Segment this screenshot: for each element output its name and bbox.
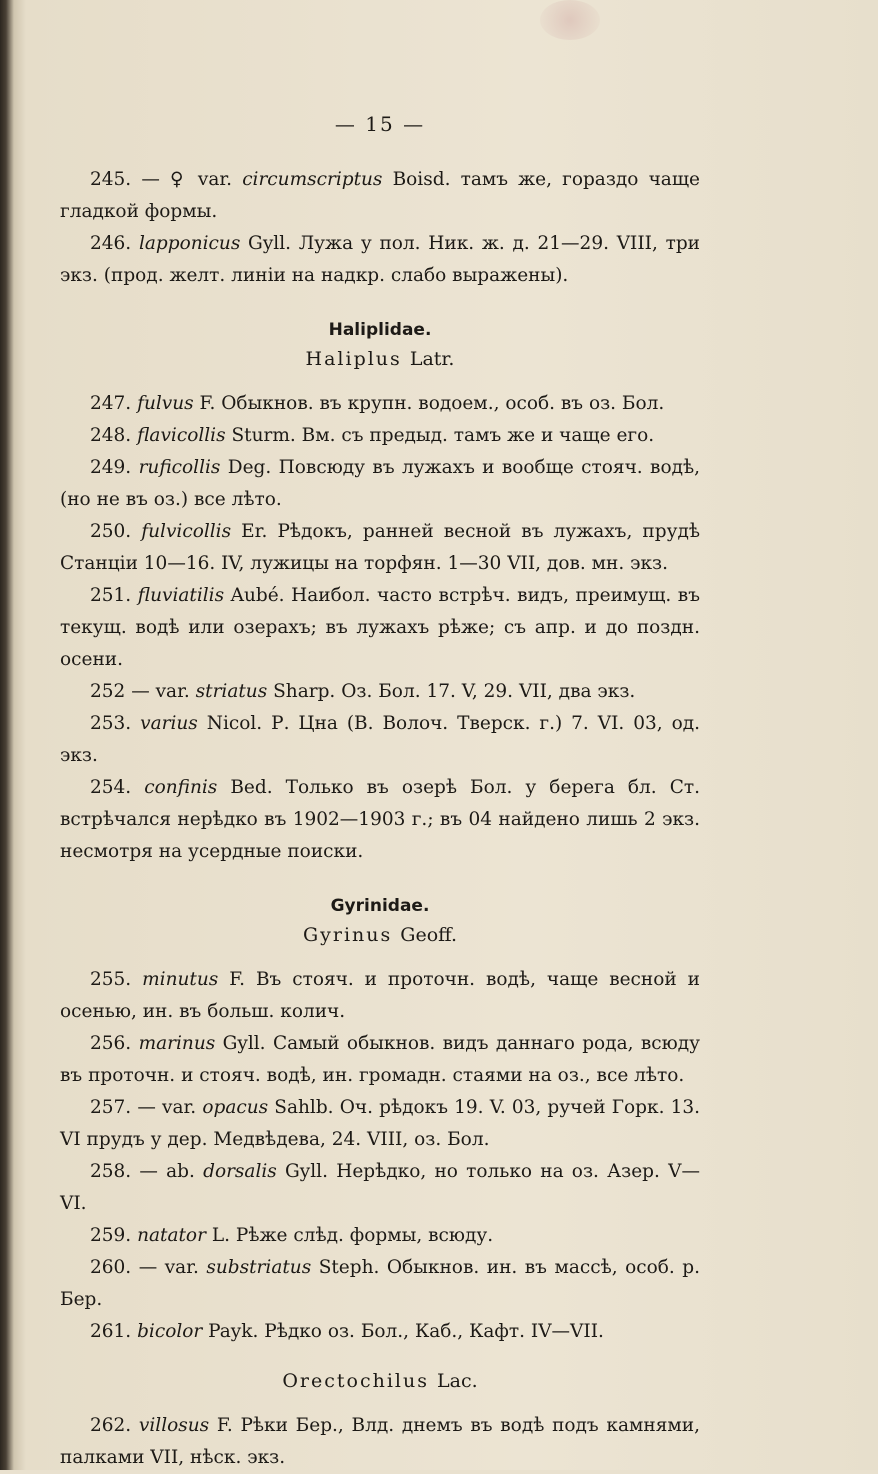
entry-prefix: — ♀ var. <box>141 169 233 190</box>
species-entry <box>60 420 700 452</box>
entry-text: Рѣки Бер., Влд. днемъ въ водѣ подъ камнями, палками VII, нѣск. экз. <box>60 1415 700 1468</box>
entry-prefix: — var. <box>138 1257 199 1278</box>
genus-author: Latr. <box>409 348 455 370</box>
species-name: ruficollis <box>138 457 221 478</box>
entry-number: 255. <box>90 969 132 990</box>
entry-number: 247. <box>90 393 132 414</box>
entry-number: 250. <box>90 521 132 542</box>
family-heading: Haliplidae. <box>328 320 432 340</box>
entry-number: 252 <box>90 681 126 702</box>
species-author: Aubé. <box>230 585 285 606</box>
entry-number: 262. <box>90 1415 132 1436</box>
species-name: opacus <box>202 1097 269 1118</box>
species-name: villosus <box>138 1415 210 1436</box>
species-entry <box>60 1410 700 1474</box>
entry-prefix: — var. <box>131 681 190 702</box>
species-author: F. <box>229 969 246 990</box>
species-name: fulvus <box>137 393 194 414</box>
species-author: Sharp. <box>273 681 336 702</box>
entry-text: Рѣдко оз. Бол., Каб., Кафт. IV—VII. <box>264 1321 604 1342</box>
entry-text: Обыкнов. ин. въ массѣ, особ. р. Бер. <box>60 1257 700 1310</box>
species-author: Sahlb. <box>274 1097 334 1118</box>
species-entry <box>60 1156 700 1220</box>
genus-author: Lac. <box>437 1370 478 1392</box>
species-entry <box>60 228 700 292</box>
species-name: flavicollis <box>137 425 226 446</box>
species-name: natator <box>137 1225 206 1246</box>
species-author: F. <box>216 1415 233 1436</box>
entry-number: 254. <box>90 777 132 798</box>
text-body <box>60 164 700 1474</box>
species-entry <box>60 516 700 580</box>
species-name: fluviatilis <box>137 585 225 606</box>
species-author: Deg. <box>227 457 272 478</box>
family-heading: Gyrinidae. <box>330 896 430 916</box>
genus-name: Orectochilus <box>282 1370 429 1392</box>
species-entry <box>60 1220 700 1252</box>
species-author: Nicol. <box>206 713 263 734</box>
entry-text: Оч. рѣдокъ 19. V. 03, ручей Горк. 13. VI прудъ у дер. Медвѣдева, 24. VIII, оз. Бол. <box>60 1097 701 1150</box>
entry-number: 246. <box>90 233 132 254</box>
entry-number: 256. <box>90 1033 132 1054</box>
species-author: Gyll. <box>222 1033 266 1054</box>
entry-text: Самый обыкнов. видъ даннаго рода, всюду въ проточн. и стояч. водѣ, ин. громадн. стаями на оз., все лѣто. <box>60 1033 700 1086</box>
species-name: circumscriptus <box>242 169 383 190</box>
entry-number: 253. <box>90 713 132 734</box>
species-name: marinus <box>138 1033 216 1054</box>
entry-number: 258. <box>90 1161 132 1182</box>
entry-text: Оз. Бол. 17. V, 29. VII, два экз. <box>341 681 636 702</box>
entry-number: 245. <box>90 169 132 190</box>
species-entry <box>60 1028 700 1092</box>
genus-name: Gyrinus <box>302 924 393 946</box>
page-content <box>60 112 700 1474</box>
species-entry <box>60 1252 700 1316</box>
entry-text: Наибол. часто встрѣч. видъ, преимущ. въ текущ. водѣ или озерахъ; въ лужахъ рѣже; съ апр. и до поздн. осени. <box>60 585 700 670</box>
entry-text: Только въ озерѣ Бол. у берега бл. Ст. встрѣчался нерѣдко въ 1902—1903 г.; въ 04 найдено лишь 2 экз. несмотря на усердные поиски. <box>60 777 700 862</box>
species-entry <box>60 164 700 228</box>
species-entry <box>60 452 700 516</box>
entry-prefix: — var. <box>137 1097 197 1118</box>
entry-text: Обыкнов. въ крупн. водоем., особ. въ оз. Бол. <box>221 393 665 414</box>
species-author: Bed. <box>230 777 273 798</box>
page-number: — 15 — <box>334 112 426 136</box>
entry-text: Повсюду въ лужахъ и вообще стояч. водѣ, (но не въ оз.) все лѣто. <box>60 457 701 510</box>
species-author: F. <box>199 393 216 414</box>
genus-name: Haliplus <box>305 348 402 370</box>
species-author: Gyll. <box>285 1161 328 1182</box>
species-name: lapponicus <box>138 233 241 254</box>
species-author: Gyll. <box>248 233 291 254</box>
entry-number: 259. <box>90 1225 132 1246</box>
entry-number: 249. <box>90 457 132 478</box>
entry-text: Рѣже слѣд. формы, всюду. <box>235 1225 494 1246</box>
entry-text: Лужа у пол. Ник. ж. д. 21—29. VIII, три экз. (прод. желт. линіи на надкр. слабо выражены). <box>60 233 700 286</box>
species-entry <box>60 708 700 772</box>
entry-number: 251. <box>90 585 132 606</box>
entry-number: 257. <box>90 1097 132 1118</box>
entry-text: тамъ же, гораздо чаще гладкой формы. <box>60 169 700 222</box>
entry-text: Въ стояч. и проточн. водѣ, чаще весной и осенью, ин. въ больш. колич. <box>60 969 700 1022</box>
species-entry <box>60 964 700 1028</box>
species-entry <box>60 1316 700 1348</box>
species-name: confinis <box>144 777 218 798</box>
genus-heading <box>60 348 700 370</box>
species-name: bicolor <box>137 1321 203 1342</box>
genus-heading <box>60 924 700 946</box>
species-author: Er. <box>241 521 268 542</box>
species-entry <box>60 772 700 868</box>
entry-text: Вм. съ предыд. тамъ же и чаще его. <box>301 425 655 446</box>
species-author: Boisd. <box>392 169 451 190</box>
genus-author: Geoff. <box>400 924 458 946</box>
entry-number: 260. <box>90 1257 132 1278</box>
entry-prefix: — ab. <box>139 1161 195 1182</box>
species-name: striatus <box>195 681 268 702</box>
species-name: dorsalis <box>203 1161 277 1182</box>
entry-text: Р. Цна (В. Волоч. Тверск. г.) 7. VI. 03, од. экз. <box>60 713 700 766</box>
entry-text: Нерѣдко, но только на оз. Азер. V—VI. <box>60 1161 700 1214</box>
entry-number: 248. <box>90 425 132 446</box>
species-author: Payk. <box>208 1321 259 1342</box>
species-name: varius <box>140 713 198 734</box>
entry-text: Рѣдокъ, ранней весной въ лужахъ, прудѣ Станціи 10—16. IV, лужицы на торфян. 1—30 VII, дов. мн. экз. <box>60 521 700 574</box>
species-author: Steph. <box>318 1257 380 1278</box>
species-author: L. <box>211 1225 230 1246</box>
entry-number: 261. <box>90 1321 132 1342</box>
species-entry <box>60 676 700 708</box>
species-name: fulvicollis <box>141 521 232 542</box>
species-name: minutus <box>142 969 219 990</box>
species-entry <box>60 1092 700 1156</box>
species-entry <box>60 580 700 676</box>
species-name: substriatus <box>206 1257 312 1278</box>
paper-stain <box>540 0 600 40</box>
species-author: Sturm. <box>231 425 296 446</box>
genus-heading <box>60 1370 700 1392</box>
species-entry <box>60 388 700 420</box>
